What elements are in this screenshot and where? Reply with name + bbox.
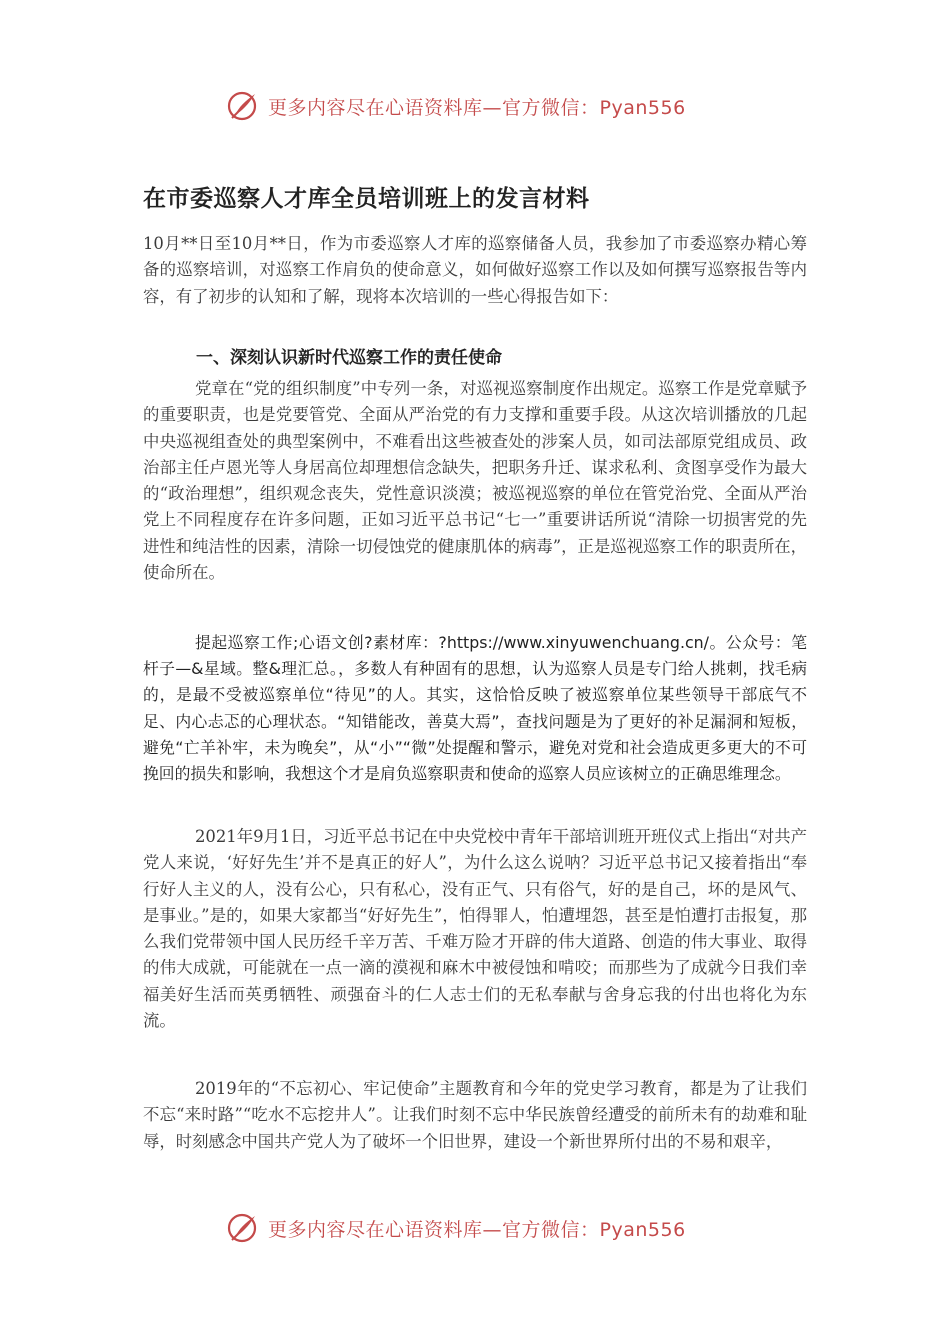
body-paragraph: 党章在“党的组织制度”中专列一条，对巡视巡察制度作出规定。巡察工作是党章赋予的重要职责，也是党要管党、全面从严治党的有力支撑和重要手段。从这次培训播放的几起中央巡视组查处的典型案例中，不难看出这些被查处的涉案人员，如司法部原党组成员、政治部主任卢恩光等人身居高位却理想信念缺失，把职务升迁、谋求私利、贪图享受作为最大的“政治理想”，组织观念丧失，党性意识淡漠；被巡视巡察的单位在管党治党、全面从严治党上不同程度存在许多问题，正如习近平总书记“七一”重要讲话所说“清除一切损害党的先进性和纯洁性的因素，清除一切侵蚀党的健康肌体的病毒”，正是巡视巡察工作的职责所在，使命所在。: [143, 379, 808, 583]
body-paragraph: 提起巡察工作;心语文创?素材库：?https://www.xinyuwenchuang.cn/。公众号：笔杆子—&星域。整&理汇总。，多数人有种固有的思想，认为巡察人员是专门给人挑刺，找毛病的，是最不受被巡察单位“待见”的人。其实，这恰恰反映了被巡察单位某些领导干部底气不足、内心忐忑的心理状态。“知错能改，善莫大焉”，查找问题是为了更好的补足漏洞和短板，避免“亡羊补牢，未为晚矣”，从“小”“微”处提醒和警示，避免对党和社会造成更多更大的不可挽回的损失和影响，我想这个才是肩负巡察职责和使命的巡察人员应该树立的正确思维理念。: [143, 633, 807, 784]
intro-paragraph: 10月**日至10月**日，作为市委巡察人才库的巡察储备人员，我参加了市委巡察办精心筹备的巡察培训，对巡察工作肩负的使命意义，如何做好巡察工作以及如何撰写巡察报告等内容，有了初步的认知和了解，现将本次培训的一些心得报告如下：: [143, 234, 807, 306]
banner-text: 更多内容尽在心语资料库—官方微信：Pyan556: [268, 96, 686, 119]
quill-pen-logo-icon: [226, 1211, 260, 1245]
section-heading: 一、深刻认识新时代巡察工作的责任使命: [196, 348, 502, 368]
banner-text: 更多内容尽在心语资料库—官方微信：Pyan556: [268, 1218, 686, 1241]
quill-pen-logo-icon: [226, 89, 260, 123]
document-title: 在市委巡察人才库全员培训班上的发言材料: [143, 186, 590, 212]
body-paragraph: 2019年的“不忘初心、牢记使命”主题教育和今年的党史学习教育，都是为了让我们不忘“来时路”“吃水不忘挖井人”。让我们时刻不忘中华民族曾经遭受的前所未有的劫难和耻辱，时刻感念中国共产党人为了破坏一个旧世界，建设一个新世界所付出的不易和艰辛，: [143, 1079, 807, 1151]
footer-banner: [226, 1208, 746, 1248]
header-banner: [226, 86, 746, 126]
body-paragraph: 2021年9月1日，习近平总书记在中央党校中青年干部培训班开班仪式上指出“对共产党人来说，‘好好先生’并不是真正的好人”，为什么这么说呐？习近平总书记又接着指出“奉行好人主义的人，没有公心，只有私心，没有正气、只有俗气，好的是自己，坏的是风气、是事业。”是的，如果大家都当“好好先生”，怕得罪人，怕遭埋怨，甚至是怕遭打击报复，那么我们党带领中国人民历经千辛万苦、千难万险才开辟的伟大道路、创造的伟大事业、取得的伟大成就，可能就在一点一滴的漠视和麻木中被侵蚀和啃咬；而那些为了成就今日我们幸福美好生活而英勇牺牲、顽强奋斗的仁人志士们的无私奉献与舍身忘我的付出也将化为东流。: [143, 827, 807, 1031]
